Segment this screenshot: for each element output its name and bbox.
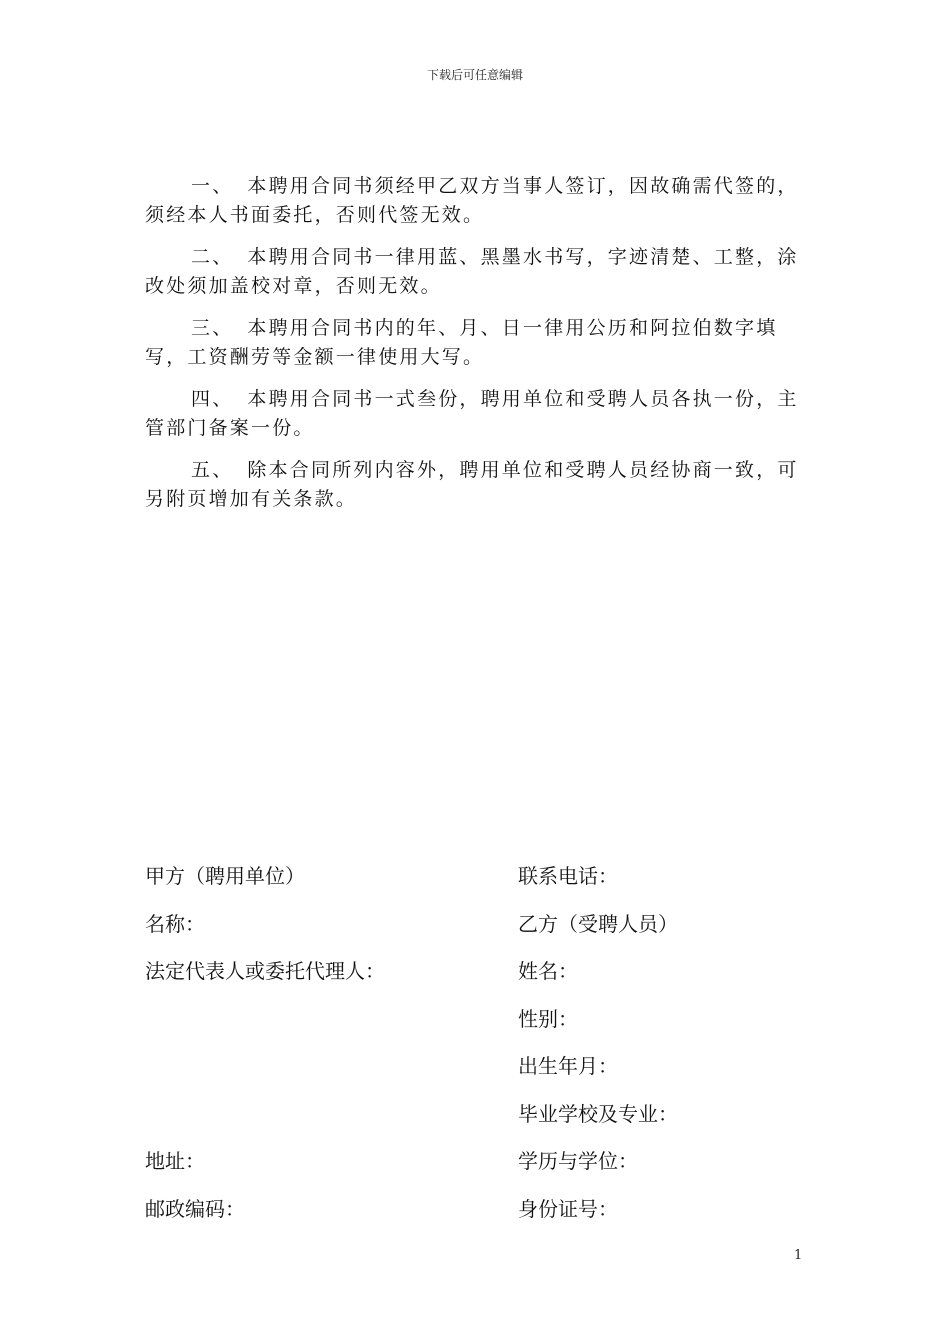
party-row <box>145 1141 765 1189</box>
clause-number: 五、 <box>191 459 234 481</box>
clause-2 <box>145 243 815 301</box>
address-label: 地址： <box>145 1149 205 1173</box>
birth-date-label: 出生年月： <box>518 1054 618 1078</box>
party-row <box>145 951 765 999</box>
clause-text: 本聘用合同书内的年、月、日一律用公历和阿拉伯数字填写，工资酬劳等金额一律使用大写。 <box>145 317 778 368</box>
clause-4 <box>145 385 815 443</box>
clause-5 <box>145 456 815 514</box>
representative-label: 法定代表人或委托代理人： <box>145 959 385 983</box>
gender-label: 性别： <box>518 1006 578 1031</box>
page-number: 1 <box>794 1248 803 1263</box>
party-row <box>145 1189 765 1237</box>
party-a-title: 甲方（聘用单位） <box>145 864 305 888</box>
id-number-label: 身份证号： <box>518 1196 618 1221</box>
clause-number: 二、 <box>191 246 234 268</box>
header-note: 下载后可任意编辑 <box>426 68 523 82</box>
school-major-label: 毕业学校及专业： <box>518 1101 678 1126</box>
party-b-title: 乙方（受聘人员） <box>518 911 678 936</box>
name-label: 名称： <box>145 911 205 936</box>
postal-code-label: 邮政编码： <box>145 1196 245 1221</box>
education-label: 学历与学位： <box>518 1149 638 1173</box>
clause-number: 四、 <box>191 388 234 410</box>
party-row <box>145 1046 765 1094</box>
clause-3 <box>145 314 815 372</box>
clause-text: 本聘用合同书须经甲乙双方当事人签订，因故确需代签的，须经本人书面委托，否则代签无效。 <box>145 175 799 226</box>
person-name-label: 姓名： <box>518 959 578 983</box>
clause-number: 一、 <box>191 175 234 197</box>
party-row <box>145 999 765 1047</box>
party-row <box>145 1094 765 1142</box>
phone-label: 联系电话： <box>518 864 618 888</box>
clause-text: 除本合同所列内容外，聘用单位和受聘人员经协商一致，可另附页增加有关条款。 <box>145 459 799 510</box>
instructions-section <box>145 172 815 527</box>
clause-text: 本聘用合同书一律用蓝、黑墨水书写，字迹清楚、工整，涂改处须加盖校对章，否则无效。 <box>145 246 799 297</box>
clause-number: 三、 <box>191 317 234 339</box>
clause-text: 本聘用合同书一式叁份，聘用单位和受聘人员各执一份，主管部门备案一份。 <box>145 388 799 439</box>
party-row <box>145 856 765 904</box>
parties-section <box>145 856 765 1236</box>
clause-1 <box>145 172 815 230</box>
party-row <box>145 904 765 952</box>
